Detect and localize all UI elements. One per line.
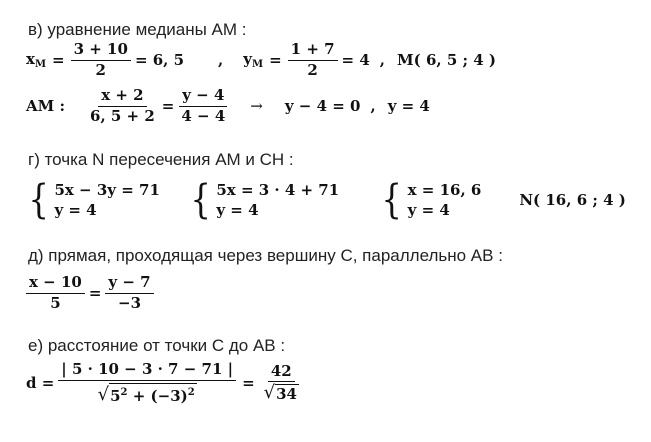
ym-fraction: $\frac{1 + 7}{2}$: [288, 42, 338, 79]
brace-icon: {: [381, 177, 403, 223]
d-label: d =: [26, 373, 55, 392]
point-m: M( 6, 5 ; 4 ): [397, 51, 496, 70]
section-d-heading: д) прямая, проходящая через вершину C, параллельно AB :: [28, 246, 503, 265]
parallel-line-equation: $\frac{x - 10}{5}$ = $\frac{y - 7}{-3}$: [26, 275, 154, 312]
section-e-heading: е) расстояние от точки C до AB :: [28, 336, 286, 355]
sqrt-icon: √ $5^2 + (-3)^2$: [97, 383, 195, 405]
median-coordinates-line: $x_M$ = $\frac{3 + 10}{2}$ = 6, 5 , $y_M$ = $\frac{1 + 7}{2}$ = 4 , M( 6, 5 ; 4 ): [26, 40, 496, 79]
xm-result: = 6, 5: [134, 51, 185, 70]
am-label: AM :: [26, 97, 66, 116]
brace-icon: {: [28, 177, 49, 223]
xm-fraction: $\frac{3 + 10}{2}$: [71, 42, 131, 79]
section-g-heading: г) точка N пересечения AM и CH :: [28, 150, 294, 169]
point-n: N( 16, 6 ; 4 ): [519, 191, 626, 209]
systems-line: [26, 177, 626, 223]
median-equation-line: AM : $\frac{x + 2}{6, 5 + 2}$ = $\frac{y - 4}{4 - 4}$ → y − 4 = 0 , y = 4: [26, 86, 430, 125]
parallel-left-fraction: $\frac{x - 10}{5}$: [26, 275, 85, 312]
am-left-fraction: $\frac{x + 2}{6, 5 + 2}$: [90, 86, 155, 125]
system-2: { 5x = 3 · 4 + 71 y = 4: [190, 177, 340, 223]
ym-result: = 4: [341, 51, 370, 70]
system-1: { 5x − 3y = 71 y = 4: [28, 177, 160, 223]
result-fraction: 42 √ 34: [263, 361, 297, 404]
distance-formula: d = | 5 · 10 − 3 · 7 − 71 | √ $5^2 + (-3)^2$ = 42 √ 34: [26, 362, 302, 404]
brace-icon: {: [190, 177, 211, 223]
parallel-right-fraction: $\frac{y - 7}{-3}$: [105, 275, 153, 312]
am-result-1: y − 4 = 0: [284, 97, 361, 116]
system-3: { x = 16, 6 y = 4: [381, 177, 482, 223]
section-v-heading: в) уравнение медианы AM :: [28, 20, 247, 39]
am-result-2: y = 4: [387, 97, 430, 116]
am-right-fraction: $\frac{y - 4}{4 - 4}$: [178, 88, 228, 125]
arrow-icon: →: [250, 97, 263, 116]
ym-label: $y_M$: [243, 50, 264, 71]
distance-fraction: | 5 · 10 − 3 · 7 − 71 | √ $5^2 + (-3)^2$: [58, 362, 236, 404]
xm-label: $x_M$: [26, 50, 47, 71]
sqrt-icon: √ 34: [263, 382, 297, 404]
